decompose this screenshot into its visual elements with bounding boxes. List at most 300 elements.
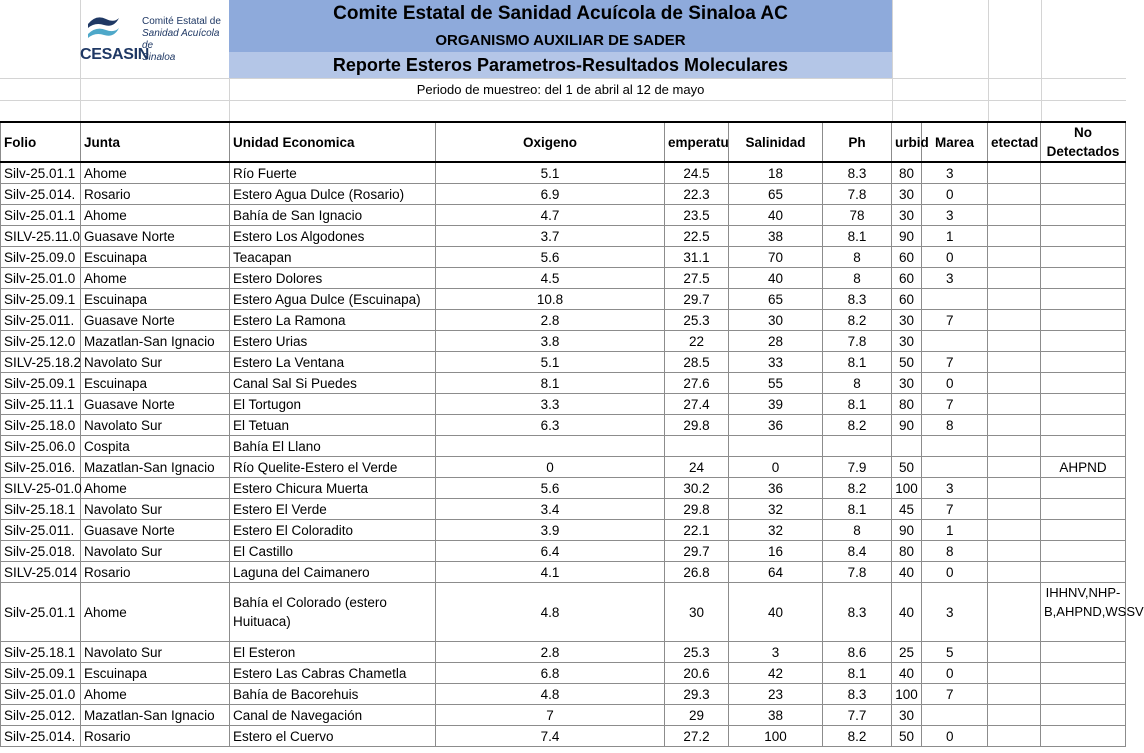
cell-junta: Rosario	[81, 726, 230, 747]
cell-detectados	[988, 310, 1041, 331]
cell-unidad-economica: El Tetuan	[230, 415, 436, 436]
table-row	[1, 583, 1126, 642]
cell-temperatura: 30	[665, 583, 729, 642]
cesasin-logo	[80, 12, 230, 72]
table-row	[1, 562, 1126, 583]
cell-unidad-economica: Estero El Verde	[230, 499, 436, 520]
cell-oxigeno: 3.4	[436, 499, 665, 520]
cell-ph: 8	[823, 247, 892, 268]
cell-junta: Ahome	[81, 162, 230, 184]
cell-turbidez: 40	[892, 562, 922, 583]
cell-unidad-economica: Estero Dolores	[230, 268, 436, 289]
cell-detectados	[988, 373, 1041, 394]
cell-junta: Ahome	[81, 205, 230, 226]
cell-unidad-economica: Bahía el Colorado (estero Huituaca)	[230, 583, 436, 642]
table-row	[1, 184, 1126, 205]
cell-salinidad: 42	[729, 663, 823, 684]
cell-ph: 8.3	[823, 684, 892, 705]
cell-oxigeno: 4.1	[436, 562, 665, 583]
cell-detectados	[988, 247, 1041, 268]
cell-detectados	[988, 663, 1041, 684]
column-header-marea: Marea	[922, 122, 988, 162]
cell-turbidez: 25	[892, 642, 922, 663]
cell-temperatura: 27.5	[665, 268, 729, 289]
cell-unidad-economica: Bahía de Bacorehuis	[230, 684, 436, 705]
cell-no-detectados	[1041, 289, 1126, 310]
cell-marea: 0	[922, 184, 988, 205]
cell-salinidad: 40	[729, 205, 823, 226]
cell-temperatura: 22.3	[665, 184, 729, 205]
cell-ph: 7.7	[823, 705, 892, 726]
logo-line: Comité Estatal de	[142, 16, 221, 27]
cell-salinidad: 36	[729, 478, 823, 499]
cell-turbidez: 80	[892, 541, 922, 562]
cell-detectados	[988, 162, 1041, 184]
table-row	[1, 478, 1126, 499]
cell-salinidad: 28	[729, 331, 823, 352]
cell-detectados	[988, 184, 1041, 205]
cell-junta: Escuinapa	[81, 247, 230, 268]
cell-unidad-economica: Canal de Navegación	[230, 705, 436, 726]
sampling-period: Periodo de muestreo: del 1 de abril al 12 de mayo	[416, 81, 705, 97]
cell-folio: Silv-25.014.	[1, 184, 81, 205]
logo-line: Sinaloa	[142, 52, 176, 63]
table-row	[1, 205, 1126, 226]
cell-ph: 7.8	[823, 562, 892, 583]
cell-junta: Guasave Norte	[81, 520, 230, 541]
cell-oxigeno: 10.8	[436, 289, 665, 310]
column-header-unidad-economica: Unidad Economica	[230, 122, 436, 162]
cell-temperatura: 30.2	[665, 478, 729, 499]
cell-folio: SILV-25.18.2	[1, 352, 81, 373]
cell-unidad-economica: Estero Agua Dulce (Rosario)	[230, 184, 436, 205]
cell-oxigeno: 0	[436, 457, 665, 478]
cell-oxigeno: 3.7	[436, 226, 665, 247]
cell-junta: Cospita	[81, 436, 230, 457]
cell-folio: Silv-25.18.0	[1, 415, 81, 436]
table-header-row	[1, 122, 1126, 162]
cell-folio: Silv-25.09.1	[1, 663, 81, 684]
results-table	[0, 121, 1144, 747]
cell-marea: 3	[922, 205, 988, 226]
cell-temperatura: 29.7	[665, 289, 729, 310]
cell-no-detectados	[1041, 499, 1126, 520]
cell-folio: Silv-25.18.1	[1, 499, 81, 520]
cell-salinidad: 36	[729, 415, 823, 436]
cell-no-detectados	[1041, 541, 1126, 562]
table-row	[1, 415, 1126, 436]
cell-salinidad: 70	[729, 247, 823, 268]
logo-name: CESASIN	[80, 46, 150, 63]
cell-marea: 3	[922, 268, 988, 289]
cell-turbidez: 90	[892, 226, 922, 247]
cell-salinidad: 0	[729, 457, 823, 478]
cell-oxigeno: 2.8	[436, 642, 665, 663]
cell-unidad-economica: Teacapan	[230, 247, 436, 268]
table-row	[1, 520, 1126, 541]
cell-ph: 7.8	[823, 331, 892, 352]
cell-marea: 7	[922, 310, 988, 331]
cell-detectados	[988, 684, 1041, 705]
cell-no-detectados	[1041, 415, 1126, 436]
grid-line	[1041, 0, 1042, 122]
cell-detectados	[988, 436, 1041, 457]
cell-salinidad: 18	[729, 162, 823, 184]
column-header-salinidad: Salinidad	[729, 122, 823, 162]
cell-oxigeno: 5.1	[436, 352, 665, 373]
cell-unidad-economica: Bahía El Llano	[230, 436, 436, 457]
table-row	[1, 331, 1126, 352]
cell-turbidez: 40	[892, 583, 922, 642]
cell-junta: Ahome	[81, 583, 230, 642]
cell-no-detectados	[1041, 394, 1126, 415]
cell-oxigeno: 4.7	[436, 205, 665, 226]
cell-junta: Guasave Norte	[81, 394, 230, 415]
cell-salinidad: 65	[729, 289, 823, 310]
table-row	[1, 268, 1126, 289]
cell-detectados	[988, 205, 1041, 226]
cell-detectados	[988, 642, 1041, 663]
cell-folio: Silv-25.014.	[1, 726, 81, 747]
cell-turbidez: 80	[892, 394, 922, 415]
cell-junta: Mazatlan-San Ignacio	[81, 705, 230, 726]
cell-oxigeno: 2.8	[436, 310, 665, 331]
table-row	[1, 247, 1126, 268]
cell-ph: 8.2	[823, 726, 892, 747]
cell-oxigeno: 5.6	[436, 247, 665, 268]
cell-no-detectados	[1041, 663, 1126, 684]
cell-oxigeno: 6.8	[436, 663, 665, 684]
cell-ph: 8.2	[823, 310, 892, 331]
cell-no-detectados	[1041, 184, 1126, 205]
cell-turbidez: 50	[892, 352, 922, 373]
cell-turbidez: 60	[892, 268, 922, 289]
cell-marea: 0	[922, 562, 988, 583]
cell-junta: Escuinapa	[81, 373, 230, 394]
cell-turbidez: 30	[892, 373, 922, 394]
cell-salinidad: 39	[729, 394, 823, 415]
cell-salinidad: 38	[729, 226, 823, 247]
cell-folio: Silv-25.09.0	[1, 247, 81, 268]
cell-unidad-economica: Estero Los Algodones	[230, 226, 436, 247]
cell-no-detectados	[1041, 642, 1126, 663]
cell-folio: Silv-25.11.1	[1, 394, 81, 415]
cell-folio: Silv-25.01.1	[1, 162, 81, 184]
cell-marea: 5	[922, 642, 988, 663]
cell-detectados	[988, 457, 1041, 478]
cell-marea	[922, 705, 988, 726]
table-row	[1, 436, 1126, 457]
cell-no-detectados	[1041, 352, 1126, 373]
cell-detectados	[988, 726, 1041, 747]
cell-ph: 8.6	[823, 642, 892, 663]
cell-detectados	[988, 520, 1041, 541]
cell-no-detectados	[1041, 331, 1126, 352]
cell-salinidad: 40	[729, 268, 823, 289]
cell-salinidad: 40	[729, 583, 823, 642]
cell-temperatura: 22	[665, 331, 729, 352]
cell-oxigeno: 8.1	[436, 373, 665, 394]
grid-line	[892, 0, 893, 122]
cell-oxigeno: 3.8	[436, 331, 665, 352]
cell-no-detectados	[1041, 436, 1126, 457]
cell-no-detectados	[1041, 478, 1126, 499]
cell-ph: 7.9	[823, 457, 892, 478]
cell-temperatura	[665, 436, 729, 457]
cell-folio: Silv-25.18.1	[1, 642, 81, 663]
table-row	[1, 162, 1126, 184]
cell-turbidez: 100	[892, 684, 922, 705]
cell-temperatura: 24.5	[665, 162, 729, 184]
cell-junta: Guasave Norte	[81, 226, 230, 247]
cell-ph: 8.1	[823, 499, 892, 520]
column-header-junta: Junta	[81, 122, 230, 162]
cell-folio: Silv-25.011.	[1, 310, 81, 331]
table-row	[1, 226, 1126, 247]
cell-detectados	[988, 226, 1041, 247]
cell-marea: 7	[922, 352, 988, 373]
cell-junta: Navolato Sur	[81, 415, 230, 436]
table-row	[1, 289, 1126, 310]
cell-temperatura: 26.8	[665, 562, 729, 583]
cell-marea: 7	[922, 394, 988, 415]
table-row	[1, 373, 1126, 394]
page-subtitle: ORGANISMO AUXILIAR DE SADER	[229, 28, 892, 52]
cell-folio: Silv-25.01.0	[1, 268, 81, 289]
cell-oxigeno: 3.9	[436, 520, 665, 541]
cell-no-detectados	[1041, 705, 1126, 726]
cell-ph: 7.8	[823, 184, 892, 205]
cell-junta: Navolato Sur	[81, 541, 230, 562]
cell-ph: 8.2	[823, 415, 892, 436]
cell-turbidez: 100	[892, 478, 922, 499]
cell-oxigeno: 4.5	[436, 268, 665, 289]
cell-junta: Rosario	[81, 184, 230, 205]
cell-ph: 78	[823, 205, 892, 226]
cell-turbidez: 80	[892, 162, 922, 184]
cell-salinidad: 65	[729, 184, 823, 205]
table-row	[1, 726, 1126, 747]
cell-no-detectados	[1041, 162, 1126, 184]
cell-temperatura: 31.1	[665, 247, 729, 268]
cell-salinidad: 32	[729, 499, 823, 520]
cell-junta: Ahome	[81, 478, 230, 499]
cell-unidad-economica: Estero La Ventana	[230, 352, 436, 373]
cell-no-detectados: AHPND	[1041, 457, 1126, 478]
cell-junta: Ahome	[81, 684, 230, 705]
cell-turbidez: 60	[892, 247, 922, 268]
cell-junta: Escuinapa	[81, 663, 230, 684]
cell-folio: SILV-25-01.0	[1, 478, 81, 499]
cell-unidad-economica: Río Fuerte	[230, 162, 436, 184]
column-header-detectados: etectad	[988, 122, 1041, 162]
cell-ph: 8.3	[823, 289, 892, 310]
cell-no-detectados: IHHNV,NHP-B,AHPND,WSSV	[1041, 583, 1126, 642]
cell-salinidad	[729, 436, 823, 457]
table-body	[1, 162, 1144, 747]
cell-temperatura: 25.3	[665, 642, 729, 663]
cell-ph: 8.3	[823, 583, 892, 642]
page-title: Comite Estatal de Sanidad Acuícola de Sinaloa AC	[229, 0, 892, 28]
cell-temperatura: 27.2	[665, 726, 729, 747]
cell-folio: SILV-25.11.0	[1, 226, 81, 247]
cell-oxigeno: 5.6	[436, 478, 665, 499]
cell-junta: Ahome	[81, 268, 230, 289]
cell-marea: 8	[922, 541, 988, 562]
cell-turbidez: 90	[892, 415, 922, 436]
cell-temperatura: 24	[665, 457, 729, 478]
cell-turbidez: 30	[892, 184, 922, 205]
cell-folio: Silv-25.06.0	[1, 436, 81, 457]
cell-turbidez: 30	[892, 205, 922, 226]
cell-detectados	[988, 499, 1041, 520]
cell-salinidad: 64	[729, 562, 823, 583]
cell-no-detectados	[1041, 520, 1126, 541]
cell-detectados	[988, 394, 1041, 415]
cell-unidad-economica: Bahía de San Ignacio	[230, 205, 436, 226]
cell-detectados	[988, 352, 1041, 373]
cell-temperatura: 29.8	[665, 415, 729, 436]
cell-turbidez: 40	[892, 663, 922, 684]
report-title: Reporte Esteros Parametros-Resultados Moleculares	[229, 52, 892, 78]
cell-oxigeno: 6.3	[436, 415, 665, 436]
cell-junta: Navolato Sur	[81, 352, 230, 373]
cell-no-detectados	[1041, 310, 1126, 331]
cell-oxigeno: 7	[436, 705, 665, 726]
cell-marea	[922, 289, 988, 310]
cell-ph: 8.1	[823, 352, 892, 373]
cell-unidad-economica: Estero Chicura Muerta	[230, 478, 436, 499]
cell-unidad-economica: El Esteron	[230, 642, 436, 663]
cell-unidad-economica: El Castillo	[230, 541, 436, 562]
logo-line: Sanidad Acuícola de	[142, 28, 220, 51]
cell-no-detectados	[1041, 726, 1126, 747]
cell-salinidad: 55	[729, 373, 823, 394]
cell-oxigeno: 4.8	[436, 684, 665, 705]
cell-marea: 0	[922, 373, 988, 394]
cell-marea	[922, 436, 988, 457]
cell-ph: 8	[823, 373, 892, 394]
column-header-folio: Folio	[1, 122, 81, 162]
cell-no-detectados	[1041, 373, 1126, 394]
cell-temperatura: 22.1	[665, 520, 729, 541]
cell-ph: 8.3	[823, 162, 892, 184]
cell-oxigeno: 3.3	[436, 394, 665, 415]
cell-junta: Mazatlan-San Ignacio	[81, 457, 230, 478]
cell-oxigeno: 7.4	[436, 726, 665, 747]
cell-junta: Navolato Sur	[81, 499, 230, 520]
wave-logo-icon	[86, 14, 120, 44]
cell-unidad-economica: Estero Agua Dulce (Escuinapa)	[230, 289, 436, 310]
cell-marea	[922, 457, 988, 478]
cell-folio: Silv-25.016.	[1, 457, 81, 478]
cell-oxigeno	[436, 436, 665, 457]
cell-no-detectados	[1041, 247, 1126, 268]
cell-detectados	[988, 705, 1041, 726]
cell-detectados	[988, 541, 1041, 562]
cell-temperatura: 22.5	[665, 226, 729, 247]
table-row	[1, 663, 1126, 684]
cell-folio: Silv-25.01.0	[1, 684, 81, 705]
cell-ph: 8.2	[823, 478, 892, 499]
table-row	[1, 457, 1126, 478]
cell-detectados	[988, 331, 1041, 352]
cell-turbidez: 90	[892, 520, 922, 541]
cell-folio: Silv-25.01.1	[1, 583, 81, 642]
cell-turbidez: 45	[892, 499, 922, 520]
table-row	[1, 705, 1126, 726]
cell-marea: 8	[922, 415, 988, 436]
grid-line	[988, 0, 989, 122]
cell-temperatura: 29.3	[665, 684, 729, 705]
cell-turbidez	[892, 436, 922, 457]
cell-oxigeno: 4.8	[436, 583, 665, 642]
cell-no-detectados	[1041, 226, 1126, 247]
cell-turbidez: 30	[892, 331, 922, 352]
cell-unidad-economica: Estero Las Cabras Chametla	[230, 663, 436, 684]
cell-ph: 8	[823, 268, 892, 289]
cell-salinidad: 23	[729, 684, 823, 705]
column-header-temperatura: emperatu	[665, 122, 729, 162]
cell-unidad-economica: Estero el Cuervo	[230, 726, 436, 747]
cell-marea: 1	[922, 520, 988, 541]
cell-no-detectados	[1041, 562, 1126, 583]
cell-oxigeno: 6.9	[436, 184, 665, 205]
table-row	[1, 394, 1126, 415]
cell-unidad-economica: Canal Sal Si Puedes	[230, 373, 436, 394]
cell-ph	[823, 436, 892, 457]
cell-ph: 8	[823, 520, 892, 541]
cell-oxigeno: 5.1	[436, 162, 665, 184]
logo-org-name	[142, 16, 230, 64]
cell-marea: 7	[922, 684, 988, 705]
cell-unidad-economica: Laguna del Caimanero	[230, 562, 436, 583]
cell-detectados	[988, 268, 1041, 289]
cell-detectados	[988, 415, 1041, 436]
cell-turbidez: 50	[892, 457, 922, 478]
cell-temperatura: 29	[665, 705, 729, 726]
cell-marea: 3	[922, 478, 988, 499]
cell-marea: 0	[922, 663, 988, 684]
cell-junta: Rosario	[81, 562, 230, 583]
table-row	[1, 684, 1126, 705]
table-row	[1, 310, 1126, 331]
cell-turbidez: 60	[892, 289, 922, 310]
cell-folio: Silv-25.09.1	[1, 289, 81, 310]
cell-temperatura: 29.8	[665, 499, 729, 520]
cell-salinidad: 33	[729, 352, 823, 373]
cell-detectados	[988, 583, 1041, 642]
cell-no-detectados	[1041, 205, 1126, 226]
cell-marea: 0	[922, 726, 988, 747]
table-row	[1, 642, 1126, 663]
cell-ph: 8.1	[823, 663, 892, 684]
cell-temperatura: 29.7	[665, 541, 729, 562]
cell-folio: Silv-25.012.	[1, 705, 81, 726]
cell-temperatura: 23.5	[665, 205, 729, 226]
cell-folio: Silv-25.011.	[1, 520, 81, 541]
cell-marea: 3	[922, 162, 988, 184]
cell-junta: Escuinapa	[81, 289, 230, 310]
cell-unidad-economica: Río Quelite-Estero el Verde	[230, 457, 436, 478]
cell-folio: Silv-25.018.	[1, 541, 81, 562]
cell-folio: Silv-25.01.1	[1, 205, 81, 226]
table-row	[1, 352, 1126, 373]
cell-folio: Silv-25.09.1	[1, 373, 81, 394]
cell-folio: SILV-25.014	[1, 562, 81, 583]
cell-detectados	[988, 478, 1041, 499]
cell-salinidad: 3	[729, 642, 823, 663]
